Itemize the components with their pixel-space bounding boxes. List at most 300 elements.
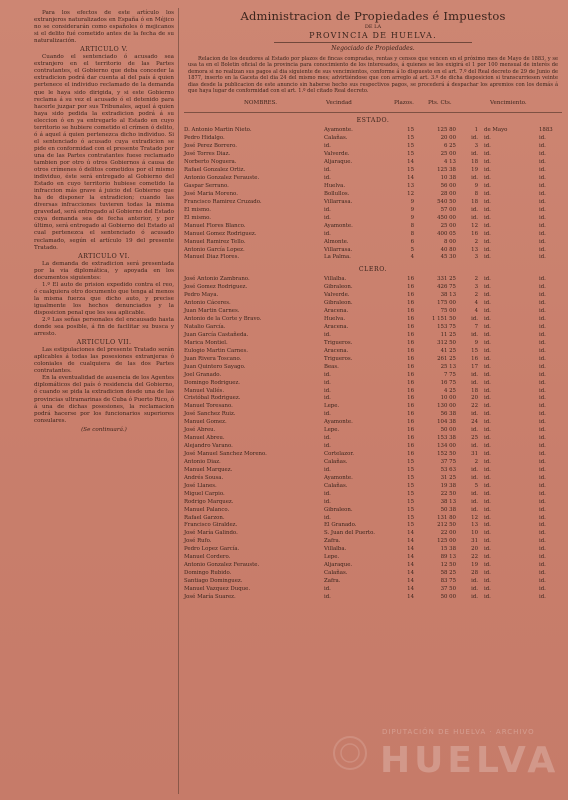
installment: 15 [407,506,414,513]
debtor-town: La Palma. [324,254,351,261]
due-year: id. [539,570,546,577]
header-rule [274,42,472,43]
table-row [184,340,562,348]
section-title: CLERO. [358,266,388,274]
debtor-town: id. [324,214,331,221]
amount: 11 25 [440,331,456,338]
amount: 20 00 [440,135,456,142]
debtor-town: Cortelazor. [324,451,355,457]
due-year: id. [539,246,546,253]
amount: 426 75 [437,284,456,291]
amount: 261 25 [437,355,456,362]
table-row [184,554,562,562]
notice-title: Administracion de Propiedades é Impuestos [240,9,506,23]
col-vecindad: Vecindad [326,100,352,107]
table-row [184,284,562,292]
installment: 16 [407,395,414,402]
debtor-town: Valverde. [324,151,350,158]
table-row [184,507,562,515]
table-row [184,223,562,231]
debtor-town: Valverde. [324,292,350,299]
debtor-name: Manuel Cordero. [184,554,231,561]
installment: 15 [407,143,414,150]
debtor-name: Manuel Ramirez Tello. [184,238,246,245]
amount: 25 00 [440,151,456,158]
notice-de-la: DE LA [364,24,382,30]
debtor-name: José Maria Moreno. [184,190,238,197]
debtor-name: Manuel Toresano. [184,403,233,410]
due-month: id. [484,159,491,166]
debtor-name: Antonio Gonzalez Ferauste. [184,175,260,182]
table-row [184,215,562,223]
table-row [184,443,562,451]
due-month: id. [484,190,491,197]
debtor-name: Juan Martin Carnes. [184,308,240,315]
due-day: 3 [474,284,478,291]
debtor-name: José Rufo. [184,538,212,545]
table-row [184,175,562,183]
table-row [184,167,562,175]
amount: 75 00 [440,308,456,315]
debtor-town: id. [324,466,331,473]
amount: 131 80 [437,514,456,521]
installment: 14 [407,546,414,553]
debtor-town: Ayamonte. [324,127,353,134]
amount: 25 13 [440,363,456,370]
debtor-name: Francisco Ramirez Cruzado. [184,198,262,205]
debtor-town: id. [324,331,331,338]
installment: 16 [407,284,414,291]
amount: 8 00 [443,238,456,245]
due-day: id. [471,371,478,378]
due-month: id. [484,135,491,142]
debtor-name: Antonio Gonzalez Ferauste. [184,562,260,569]
installment: 15 [407,514,414,521]
due-year: id. [539,159,546,166]
due-day: 20 [471,546,478,553]
debtor-name: José María Galindo. [184,530,238,537]
due-year: id. [539,198,546,205]
debtor-town: Gibraleon. [324,300,353,307]
table-row [184,372,562,380]
due-day: 4 [474,300,478,307]
installment: 14 [407,578,414,584]
debtor-town: id. [324,490,331,497]
due-month: id. [484,276,491,283]
due-month: id. [484,466,491,473]
amount: 331 25 [437,276,456,283]
due-month: id. [484,206,491,213]
due-year: id. [539,427,546,434]
debtor-town: Beas. [324,363,339,370]
amount: 28 00 [440,190,456,197]
due-year: id. [539,578,546,584]
due-month: id. [484,339,491,346]
due-day: id. [471,490,478,497]
amount: 56 00 [440,183,456,189]
notice-office: Negociado de Propiedades. [331,45,415,52]
due-day: 18 [471,198,478,205]
debtor-name: José Perez Borrero. [184,143,237,150]
treaty-paragraph: 2.º Las señas personales del encausado hasta donde sea posible, á fin de facilitar su busca y arresto. [34,317,174,338]
column-divider [178,8,179,794]
due-day: 13 [471,522,478,529]
debtor-town: id. [324,167,331,174]
table-row [184,459,562,467]
due-day: id. [471,593,478,600]
col-plazos: Plazos. [394,100,414,107]
table-row [184,239,562,247]
debtor-name: Eulogio Martin Carnes. [184,347,248,354]
due-year: id. [539,331,546,338]
installment: 14 [407,562,414,569]
installment: 16 [407,363,414,370]
due-year: id. [539,339,546,346]
due-year: id. [539,546,546,553]
due-day: 2 [474,276,478,283]
due-month: id. [484,554,491,561]
debtor-name: Rafael Garzon. [184,514,225,521]
debtor-name: Antonio Diaz. [184,458,221,465]
table-row [184,451,562,459]
due-month: id. [484,562,491,569]
due-day: 19 [471,562,478,569]
due-month: id. [484,300,491,307]
table-row [184,356,562,364]
due-year: id. [539,585,546,592]
installment: 6 [410,238,414,245]
table-row [184,515,562,523]
installment: 16 [407,403,414,410]
due-year: id. [539,554,546,561]
due-month: id. [484,419,491,426]
due-month: id. [484,230,491,237]
table-row [184,324,562,332]
due-month: id. [484,214,491,221]
due-year: id. [539,190,546,197]
debtor-name: Francisco Giraldez. [184,522,238,529]
amount: 175 00 [437,300,456,307]
due-day: 15 [471,347,478,354]
due-month: id. [484,284,491,291]
amount: 6 25 [443,143,456,150]
amount: 22 00 [440,530,456,537]
installment: 9 [410,198,414,205]
table-row [184,207,562,215]
table-row [184,427,562,435]
debtor-name: Domingo Rubido. [184,570,232,577]
debtor-town: id. [324,371,331,378]
treaty-paragraph: 1.º El auto de prision expedido contra el reo, ó cualquiera otro documento que tenga al menos la misma fuerza que dicho auto, y precise igualmente los hechos denunciados y la disposicion penal que les sea aplicable. [34,281,174,316]
installment: 16 [407,451,414,457]
amount: 125 00 [437,538,456,545]
debtor-town: id. [324,411,331,418]
due-day: 2 [474,238,478,245]
due-day: 19 [471,167,478,174]
debtor-name: Andrés Sousa. [184,474,224,481]
debtor-name: Manuel Gomez. [184,419,227,426]
due-day: 2 [474,292,478,299]
due-month: id. [484,363,491,370]
debtor-town: id. [324,395,331,402]
due-month: id. [484,593,491,600]
due-month: id. [484,143,491,150]
due-day: id. [471,506,478,513]
debtor-town: Trigueros. [324,339,353,346]
debtor-name: D. Antonio Martin Nieto. [184,127,252,134]
table-row [184,316,562,324]
due-year: id. [539,276,546,283]
due-month: id. [484,387,491,394]
table-row [184,292,562,300]
debtor-town: Ayamonte. [324,419,353,426]
debtor-town: id. [324,514,331,521]
due-day: id. [471,331,478,338]
amount: 104 38 [437,419,456,426]
amount: 134 00 [437,443,456,450]
due-month: id. [484,451,491,457]
debtor-town: Aljaraque. [324,562,353,569]
amount: 50 00 [440,427,456,434]
debtor-name: Antonio Cáceres. [184,300,231,307]
amount: 450 00 [437,214,456,221]
due-day: id. [471,316,478,323]
due-day: 18 [471,387,478,394]
due-day: 10 [471,530,478,537]
due-year: id. [539,238,546,245]
due-year: id. [539,458,546,465]
due-day: id. [471,498,478,505]
debtor-name: Pedro Maya. [184,292,219,299]
due-day: 9 [474,183,478,189]
table-row [184,395,562,403]
due-month: id. [484,292,491,299]
due-year: id. [539,167,546,174]
due-year: id. [539,183,546,189]
amount: 16 75 [440,379,456,386]
debtor-name: José Antonio Zambrano. [184,276,250,283]
due-month: id. [484,474,491,481]
due-day: 24 [471,419,478,426]
amount: 25 00 [440,222,456,229]
due-day: 2 [474,458,478,465]
installment: 13 [407,183,414,189]
due-day: 9 [474,339,478,346]
debtor-name: Manuel Marquez. [184,466,233,473]
installment: 16 [407,308,414,315]
due-year: id. [539,435,546,442]
debtor-town: Aracena. [324,308,349,315]
due-month: id. [484,183,491,189]
due-year: id. [539,143,546,150]
table-row [184,159,562,167]
installment: 9 [410,214,414,221]
debtor-town: id. [324,230,331,237]
due-month: id. [484,379,491,386]
table-row [184,247,562,255]
due-year: id. [539,347,546,354]
installment: 15 [407,482,414,489]
debtor-town: Huelva. [324,316,346,323]
installment: 14 [407,593,414,600]
due-month: id. [484,198,491,205]
due-year: id. [539,355,546,362]
due-day: 13 [471,246,478,253]
debtor-town: id. [324,498,331,505]
due-day: 8 [474,190,478,197]
due-month: id. [484,151,491,158]
debtor-name: José Gomez Rodriguez. [184,284,248,291]
due-day: 12 [471,514,478,521]
debtor-name: Marica Montiel. [184,339,228,346]
due-day: 7 [474,324,478,330]
due-day: 1 [474,127,478,134]
due-year: id. [539,403,546,410]
table-row [184,530,562,538]
installment: 15 [407,127,414,134]
due-day: 16 [471,355,478,362]
due-day: id. [471,427,478,434]
debtor-town: Lepe. [324,554,340,561]
installment: 15 [407,498,414,505]
installment: 16 [407,324,414,330]
debtor-town: id. [324,585,331,592]
debtor-name: Manuel Palanco. [184,506,230,513]
due-year: id. [539,443,546,450]
due-month: id. [484,585,491,592]
article-heading: ARTICULO VII. [76,338,132,347]
installment: 15 [407,466,414,473]
installment: 14 [407,175,414,182]
table-row [184,183,562,191]
debtor-town: Aracena. [324,324,349,330]
debtor-town: Lepe. [324,403,340,410]
due-day: 12 [471,222,478,229]
debtor-name: Juan Rivera Toscano. [184,355,242,362]
debtor-town: Trigueros. [324,355,353,362]
debtor-name: Alejandro Varano. [184,443,233,450]
installment: 16 [407,276,414,283]
due-year: id. [539,593,546,600]
due-year: id. [539,222,546,229]
table-row [184,467,562,475]
amount: 312 50 [437,339,456,346]
amount: 153 75 [437,324,456,330]
amount: 130 00 [437,403,456,410]
due-month: id. [484,514,491,521]
debtor-town: Calañas. [324,570,348,577]
amount: 22 50 [440,490,456,497]
table-header-rule [184,112,562,113]
amount: 37 50 [440,585,456,592]
continuation-note: (Se continuará.) [81,426,127,433]
due-month: id. [484,254,491,261]
table-row [184,475,562,483]
table-row [184,364,562,372]
due-month: id. [484,435,491,442]
amount: 38 13 [440,498,456,505]
installment: 15 [407,151,414,158]
amount: 15 38 [440,546,456,553]
debtor-town: id. [324,175,331,182]
debtor-town: Calañas. [324,458,348,465]
amount: 41 25 [440,347,456,354]
installment: 14 [407,538,414,545]
installment: 14 [407,530,414,537]
debtor-town: Aljaraque. [324,159,353,166]
table-row [184,388,562,396]
article-heading: ARTICULO V. [80,45,128,54]
installment: 16 [407,435,414,442]
table-header [184,100,562,111]
installment: 16 [407,443,414,450]
table-row [184,538,562,546]
due-year: id. [539,284,546,291]
due-month: id. [484,222,491,229]
debtor-name: Manuel Diaz Flores. [184,254,240,261]
due-month: id. [484,347,491,354]
debtor-town: id. [324,435,331,442]
installment: 14 [407,554,414,561]
due-day: id. [471,135,478,142]
table-row [184,562,562,570]
treaty-paragraph: Para los efectos de este artículo los extranjeros naturalizados en España ó en Méjico no se considerarán como españoles ó mejicanos si el delito fué cometido antes de la fecha de su naturalización. [34,10,174,45]
table-row [184,135,562,143]
treaty-paragraph: En la eventualidad de ausencia de los Agentes diplomáticos del país ó residencia del Gobierno, ó cuando se pida la extradicion desde una de las provincias ultramarinas de Cuba ó Puerto Rico, ó á una de dichas posesiones, la reclamacion podrá hacerse por los funcionarios superiores consulares. [34,375,174,424]
debtor-town: Villarrasa. [324,198,353,205]
debtor-town: S. Juan del Puerto. [324,530,375,537]
table-row [184,191,562,199]
notice-intro: Relacion de los deudores al Estado por plazos de fincas compradas, rentas y censos que vencen en el próximo mes de Mayo de 1883, y se usa ta en el Boletin oficial de la provincia para conocimiento de los interesados, á quienes se les exigirá el 1 por 100 mensual de interés de demora si no realizan sus pagos al dia siguiente de sus vencimientos, conforme á lo dispuesto en el art. 7.º del Real decreto de 29 de Junio de 1877, inserto en la Gaceta del dia 24 del mismo mes; advirtiéndose que con arreglo al art. 3.º de dicha disposicion si transcurriesen veinte dias desde la publicacion de este anuncio sin haberse hecho sus respectivos pagos, se procederá á despachar los apremios con los demás á que haya lugar de conformidad con el art. 1.º del citado Real decreto. [188,56,558,95]
due-year: id. [539,490,546,497]
debtor-town: Villalba. [324,276,347,283]
amount: 10 00 [440,395,456,402]
due-day: id. [471,206,478,213]
due-year: id. [539,230,546,237]
installment: 8 [410,230,414,237]
debtor-name: Joel Granado. [184,371,222,378]
amount: 37 75 [440,458,456,465]
amount: 50 38 [440,506,456,513]
amount: 12 50 [440,562,456,569]
due-year: id. [539,379,546,386]
installment: 14 [407,159,414,166]
debtor-town: id. [324,593,331,600]
due-month: id. [484,324,491,330]
due-year: id. [539,371,546,378]
debtor-name: El mismo. [184,206,211,213]
amount: 7 75 [443,371,456,378]
due-month: id. [484,175,491,182]
due-day: 5 [474,482,478,489]
due-year: id. [539,451,546,457]
installment: 16 [407,419,414,426]
amount: 4 13 [443,159,456,166]
amount: 83 75 [440,578,456,584]
due-day: 17 [471,363,478,370]
table-row [184,231,562,239]
due-month: id. [484,443,491,450]
debtor-name: Manuel Vallés. [184,387,225,394]
due-year: id. [539,214,546,221]
treaty-paragraph: Las estipulaciones del presente Tratado serán aplicables á todas las posesiones extranjeras ó coloniales de cualquiera de las dos Partes contratantes. [34,347,174,375]
due-year: id. [539,363,546,370]
debtor-town: id. [324,206,331,213]
table-row [184,199,562,207]
col-pesetas: Pts. Cts. [428,100,452,107]
amount: 125 38 [437,167,456,174]
debtor-town: Gibraleon. [324,506,353,513]
